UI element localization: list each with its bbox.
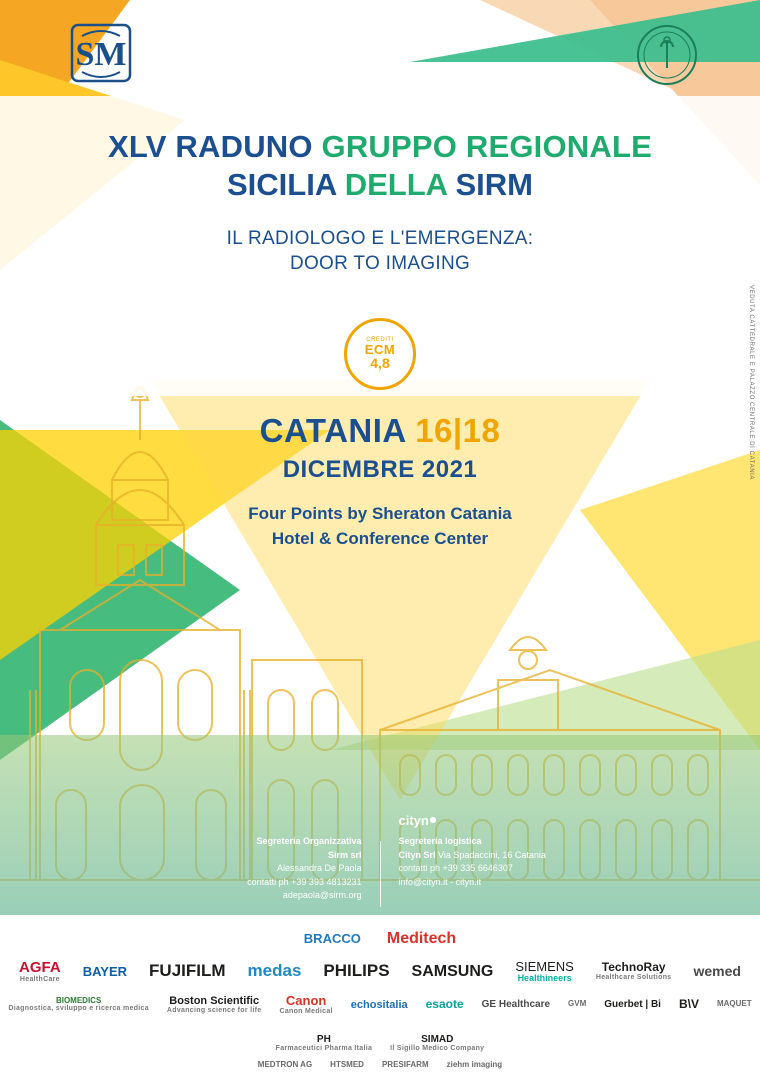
sponsor-section — [0, 930, 760, 1069]
secretariat-organizing-phone: contatti ph +39 393 4813231 — [247, 876, 362, 887]
sponsor-logo-echositalia — [351, 999, 408, 1011]
sponsor-logo-fujifilm-label: FUJIFILM — [149, 961, 226, 981]
subtitle-block — [0, 227, 760, 276]
secretariat-organizing-title: Segreteria Organizzativa — [256, 836, 362, 846]
sponsor-row-silver — [0, 994, 760, 1053]
subtitle-line-1: IL RADIOLOGO E L'EMERGENZA: — [226, 227, 534, 249]
sponsor-logo-boston-scientific-label: Boston Scientific — [169, 994, 260, 1007]
sponsor-logo-simad-sub: Il Sigillo Medico Company — [390, 1044, 485, 1052]
sponsor-logo-biomedics-label: BIOMEDICS — [55, 995, 102, 1005]
event-city: CATANIA — [259, 412, 416, 449]
sponsor-logo-medas — [248, 962, 302, 981]
secretariat-organizing — [112, 835, 380, 907]
sponsor-logo-medtron: MEDTRON AG — [257, 1060, 313, 1070]
sponsor-logo-meditech — [387, 930, 456, 948]
event-city-line — [0, 412, 760, 450]
sponsor-logo-canon-medical — [279, 994, 332, 1016]
sponsor-logo-bv — [679, 998, 699, 1011]
sponsor-logo-simad-label: SIMAD — [421, 1033, 454, 1045]
sponsor-logo-bracco-label: BRACCO — [303, 930, 361, 946]
sponsor-logo-ziehm-imaging: ziehm imaging — [446, 1060, 503, 1070]
title-line-1-part-a: XLV RADUNO — [108, 129, 322, 164]
sponsor-logo-samsung — [412, 963, 494, 981]
sponsor-logo-technoray — [596, 961, 672, 982]
sponsor-logo-esaote — [426, 998, 464, 1011]
sponsor-logo-ge-healthcare — [482, 999, 550, 1010]
sponsor-row-bronze — [0, 1060, 760, 1069]
secretariat-organizing-company: Sirm srl — [327, 849, 362, 860]
sponsor-logo-boston-scientific — [167, 995, 262, 1015]
sponsor-logo-wemed — [693, 964, 740, 979]
sponsor-logo-bracco — [304, 932, 361, 946]
ecm-label-top: CREDITI — [366, 336, 394, 343]
secretariat-logistics-address: Via Spadaccini, 16 Catania — [438, 849, 546, 860]
sponsor-row-primary — [0, 930, 760, 948]
sponsor-logo-biomedics — [8, 997, 149, 1013]
sponsor-logo-maquet-label: MAQUET — [716, 999, 752, 1009]
sponsor-logo-canon-sub: Canon Medical — [279, 1008, 333, 1016]
sponsor-logo-philips — [323, 962, 389, 981]
secretariat-logistics-title: Segreteria logistica — [398, 836, 482, 846]
cityn-logo-text: cityn — [398, 813, 429, 828]
secretariat-organizing-contact: Alessandra De Paola — [276, 863, 362, 873]
sponsor-logo-guerbet — [604, 999, 661, 1010]
title-line-2 — [0, 166, 760, 204]
subtitle-line-2: DOOR TO IMAGING — [289, 252, 471, 274]
ecm-credits-badge — [344, 318, 416, 390]
cityn-logo-dot — [430, 817, 436, 823]
sponsor-logo-wemed-label: wemed — [693, 962, 741, 979]
title-line-1-part-b: GRUPPO REGIONALE — [321, 129, 652, 164]
sponsor-logo-ph-farmaceutici — [276, 1034, 373, 1053]
sponsor-logo-agfa-label: AGFA — [19, 958, 61, 976]
event-date: DICEMBRE 2021 — [282, 456, 478, 483]
decor-triangle-top-right-green — [410, 0, 760, 62]
sponsor-logo-ph-sub: Farmaceutici Pharma Italia — [275, 1044, 373, 1052]
sponsor-logo-canon-label: Canon — [285, 992, 327, 1008]
title-line-2-part-b: DELLA — [344, 167, 456, 203]
title-line-2-part-a: SICILIA — [227, 167, 345, 203]
sponsor-logo-guerbet-label: Guerbet | Bi — [604, 999, 661, 1011]
sponsor-logo-esaote-label: esaote — [425, 997, 464, 1012]
sponsor-logo-echositalia-label: echositalia — [350, 998, 408, 1011]
sponsor-logo-philips-label: PHILIPS — [323, 961, 390, 981]
ecm-label-mid: ECM — [364, 341, 396, 357]
sponsor-logo-siemens-sub: Healthineers — [517, 972, 572, 983]
event-days: 16|18 — [415, 412, 501, 449]
sponsor-logo-boston-scientific-sub: Advancing science for life — [166, 1006, 262, 1014]
sponsor-logo-agfa-sub: HealthCare — [19, 976, 60, 984]
event-venue-line-2: Hotel & Conference Center — [271, 528, 489, 548]
sirm-logo — [62, 22, 140, 84]
sponsor-logo-siemens-label: SIEMENS — [515, 958, 574, 974]
sponsor-logo-maquet — [717, 1000, 752, 1009]
title-block — [0, 128, 760, 276]
sponsor-logo-simad — [390, 1034, 484, 1053]
sponsor-logo-medas-label: medas — [247, 961, 302, 981]
event-details — [0, 412, 760, 551]
title-line-1 — [0, 128, 760, 166]
sponsor-logo-ge-healthcare-label: GE Healthcare — [481, 999, 551, 1011]
sponsor-logo-fujifilm — [149, 962, 226, 981]
sponsor-logo-bv-label: B\V — [678, 997, 699, 1012]
sponsor-logo-meditech-label: Meditech — [386, 930, 457, 947]
sponsor-logo-technoray-label: TechnoRay — [601, 960, 666, 975]
secretariat-logistics — [381, 813, 649, 907]
sponsor-logo-bayer-label: BAYER — [82, 963, 128, 979]
secretariat-logistics-email[interactable]: info@cityn.it - cityn.it — [398, 876, 482, 887]
sponsor-logo-siemens-healthineers — [515, 960, 574, 984]
illustration-credit: VEDUTA CATTEDRALE E PALAZZO CENTRALE DI CATANIA — [748, 284, 754, 480]
sponsor-logo-bayer — [83, 965, 127, 979]
svg-text:SM: SM — [75, 36, 127, 73]
sponsor-logo-gvm-label: GVM — [568, 999, 587, 1009]
sponsor-logo-samsung-label: SAMSUNG — [411, 962, 494, 980]
ecm-badge-circle — [344, 318, 416, 390]
event-venue-line-1: Four Points by Sheraton Catania — [248, 504, 512, 523]
cityn-logo — [399, 811, 436, 831]
sponsor-row-gold — [0, 960, 760, 984]
medical-order-badge-icon — [636, 24, 698, 86]
sponsor-logo-biomedics-sub: Diagnostica, sviluppo e ricerca medica — [8, 1005, 149, 1013]
event-venue — [0, 502, 760, 551]
sponsor-logo-presifarm: PRESIFARM — [381, 1060, 429, 1070]
ecm-value: 4,8 — [370, 355, 390, 372]
sponsor-logo-agfa — [19, 960, 61, 984]
secretariat-section — [0, 813, 760, 907]
title-line-2-part-c: SIRM — [455, 167, 533, 203]
secretariat-organizing-email[interactable]: adepaola@sirm.org — [282, 890, 362, 900]
secretariat-logistics-phone: contatti ph +39 335 6646307 — [398, 863, 513, 873]
secretariat-logistics-company-line — [399, 849, 649, 863]
sponsor-logo-htsmed: HTSMED — [330, 1060, 364, 1070]
sponsor-logo-gvm — [568, 1000, 586, 1009]
secretariat-logistics-company: Cityn Srl — [398, 849, 436, 860]
sponsor-logo-technoray-sub: Healthcare Solutions — [595, 974, 672, 982]
sponsor-logo-ph-label: PH — [316, 1033, 331, 1045]
